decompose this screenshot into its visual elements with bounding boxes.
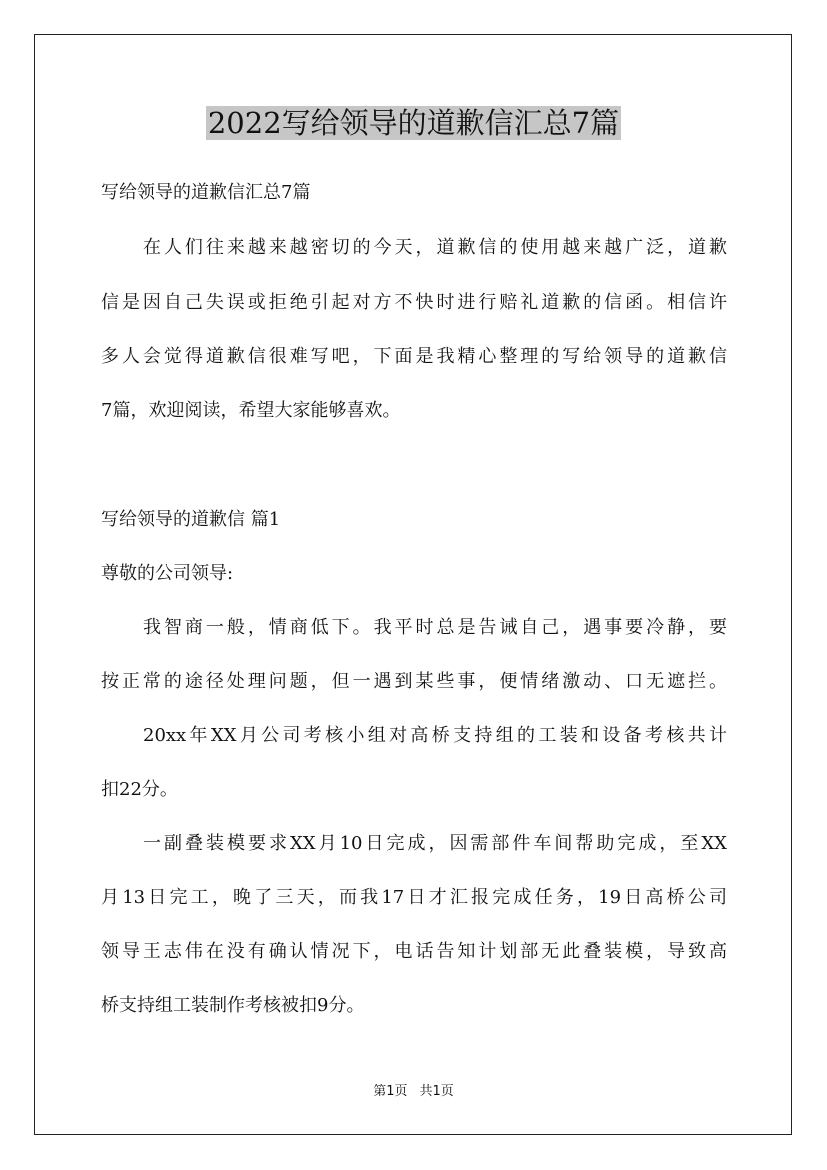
salutation: 尊敬的公司领导: — [101, 563, 234, 584]
paragraph-1-line-2: 按正常的途径处理问题，但一遇到某些事，便情绪激动、口无遮拦。 — [101, 671, 727, 692]
paragraph-1-line-1: 我智商一般，情商低下。我平时总是告诫自己，遇事要冷静，要 — [143, 617, 727, 638]
document-title-text: 2022写给领导的道歉信汇总7篇 — [207, 106, 620, 140]
intro-line-2: 信是因自己失误或拒绝引起对方不快时进行赔礼道歉的信函。相信许 — [101, 292, 727, 313]
paragraph-2-line-1: 20xx年XX月公司考核小组对高桥支持组的工装和设备考核共计 — [143, 725, 727, 746]
paragraph-2-line-2: 扣22分。 — [101, 779, 178, 800]
page-total: 共1页 — [419, 1084, 454, 1099]
document-title — [0, 103, 827, 143]
paragraph-3-line-3: 领导王志伟在没有确认情况下，电话告知计划部无此叠装模，导致高 — [101, 941, 727, 962]
paragraph-3-line-4: 桥支持组工装制作考核被扣9分。 — [101, 995, 365, 1016]
intro-line-3: 多人会觉得道歉信很难写吧，下面是我精心整理的写给领导的道歉信 — [101, 346, 727, 367]
document-subtitle: 写给领导的道歉信汇总7篇 — [101, 182, 311, 203]
intro-line-4: 7篇，欢迎阅读，希望大家能够喜欢。 — [101, 400, 401, 421]
paragraph-3-line-2: 月13日完工，晚了三天，而我17日才汇报完成任务，19日高桥公司 — [101, 887, 727, 908]
intro-line-1: 在人们往来越来越密切的今天，道歉信的使用越来越广泛，道歉 — [143, 237, 727, 258]
paragraph-3-line-1: 一副叠装模要求XX月10日完成，因需部件车间帮助完成，至XX — [143, 833, 727, 854]
section-heading: 写给领导的道歉信 篇1 — [101, 509, 281, 530]
page-number: 第1页 — [373, 1084, 408, 1099]
page-footer — [0, 1083, 827, 1101]
